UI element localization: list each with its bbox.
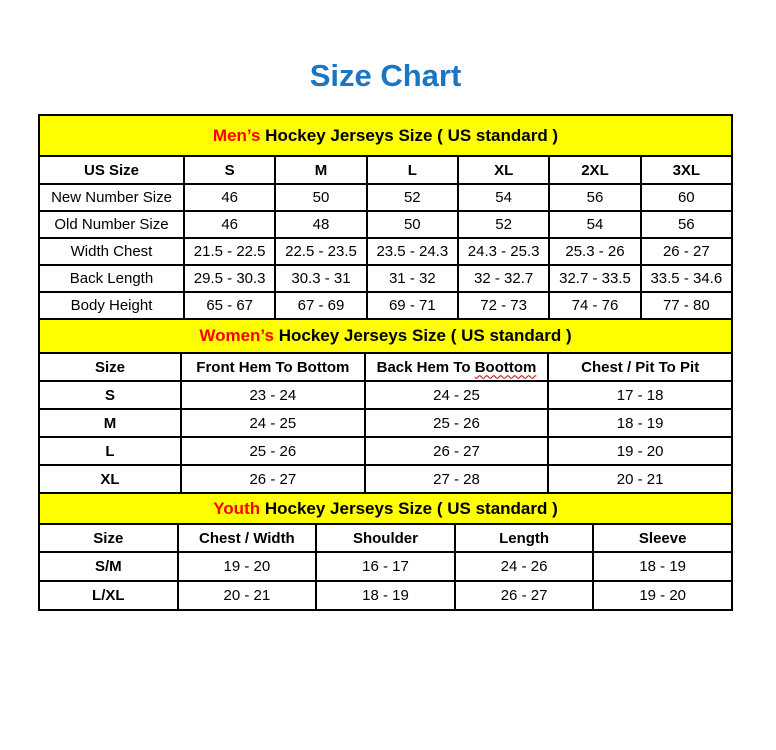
size-value-cell: 72 - 73 bbox=[458, 292, 549, 319]
column-header-row bbox=[39, 524, 732, 552]
row-label: Old Number Size bbox=[39, 211, 184, 238]
table-row bbox=[39, 552, 732, 581]
size-value-cell: 26 - 27 bbox=[181, 465, 365, 493]
womens-size-table bbox=[38, 318, 733, 494]
size-value-cell: 16 - 17 bbox=[316, 552, 455, 581]
size-value-cell: 18 - 19 bbox=[316, 581, 455, 610]
section-title-label: Hockey Jerseys Size ( US standard ) bbox=[273, 326, 572, 345]
column-header: L bbox=[367, 156, 458, 184]
size-value-cell: 54 bbox=[458, 184, 549, 211]
size-value-cell: 21.5 - 22.5 bbox=[184, 238, 275, 265]
table-row bbox=[39, 211, 732, 238]
size-value-cell: 19 - 20 bbox=[548, 437, 732, 465]
size-value-cell: 56 bbox=[549, 184, 640, 211]
column-header: 3XL bbox=[641, 156, 732, 184]
size-value-cell: 30.3 - 31 bbox=[275, 265, 366, 292]
size-value-cell: 23 - 24 bbox=[181, 381, 365, 409]
size-value-cell: 19 - 20 bbox=[593, 581, 732, 610]
size-value-cell: 20 - 21 bbox=[548, 465, 732, 493]
size-value-cell: 29.5 - 30.3 bbox=[184, 265, 275, 292]
size-value-cell: 32.7 - 33.5 bbox=[549, 265, 640, 292]
section-accent-label: Men’s bbox=[212, 125, 261, 145]
size-value-cell: 69 - 71 bbox=[367, 292, 458, 319]
column-header: S bbox=[184, 156, 275, 184]
column-header-row bbox=[39, 353, 732, 381]
row-label: L/XL bbox=[39, 581, 178, 610]
size-value-cell: 25.3 - 26 bbox=[549, 238, 640, 265]
section-accent-label: Women’s bbox=[199, 326, 274, 345]
size-value-cell: 26 - 27 bbox=[365, 437, 549, 465]
size-value-cell: 20 - 21 bbox=[178, 581, 317, 610]
table-row bbox=[39, 465, 732, 493]
size-value-cell: 56 bbox=[641, 211, 732, 238]
row-label: S bbox=[39, 381, 181, 409]
size-value-cell: 22.5 - 23.5 bbox=[275, 238, 366, 265]
table-body bbox=[39, 552, 732, 610]
size-value-cell: 46 bbox=[184, 211, 275, 238]
section-accent-label: Youth bbox=[213, 498, 261, 518]
column-header: US Size bbox=[39, 156, 184, 184]
row-label: S/M bbox=[39, 552, 178, 581]
section-header-row bbox=[39, 115, 732, 156]
row-label: XL bbox=[39, 465, 181, 493]
size-value-cell: 23.5 - 24.3 bbox=[367, 238, 458, 265]
column-header: XL bbox=[458, 156, 549, 184]
size-value-cell: 24 - 25 bbox=[181, 409, 365, 437]
row-label: Width Chest bbox=[39, 238, 184, 265]
table-row bbox=[39, 292, 732, 319]
table-row bbox=[39, 265, 732, 292]
table-body bbox=[39, 184, 732, 319]
column-header: 2XL bbox=[549, 156, 640, 184]
misspelled-word: Boottom bbox=[474, 358, 537, 376]
size-value-cell: 54 bbox=[549, 211, 640, 238]
section-title-label: Hockey Jerseys Size ( US standard ) bbox=[260, 125, 559, 145]
size-value-cell: 52 bbox=[458, 211, 549, 238]
table-row bbox=[39, 381, 732, 409]
size-value-cell: 24 - 26 bbox=[455, 552, 594, 581]
size-value-cell: 18 - 19 bbox=[548, 409, 732, 437]
section-header bbox=[39, 319, 732, 353]
size-value-cell: 74 - 76 bbox=[549, 292, 640, 319]
size-value-cell: 26 - 27 bbox=[455, 581, 594, 610]
column-header: Length bbox=[455, 524, 594, 552]
row-label: Body Height bbox=[39, 292, 184, 319]
column-header: Chest / Width bbox=[178, 524, 317, 552]
column-header: Chest / Pit To Pit bbox=[548, 353, 732, 381]
row-label: New Number Size bbox=[39, 184, 184, 211]
page-title: Size Chart bbox=[309, 58, 462, 93]
size-value-cell: 65 - 67 bbox=[184, 292, 275, 319]
section-header-row bbox=[39, 319, 732, 353]
table-row bbox=[39, 238, 732, 265]
column-header: Size bbox=[39, 353, 181, 381]
column-header: M bbox=[275, 156, 366, 184]
table-row bbox=[39, 184, 732, 211]
size-value-cell: 33.5 - 34.6 bbox=[641, 265, 732, 292]
size-value-cell: 17 - 18 bbox=[548, 381, 732, 409]
size-value-cell: 26 - 27 bbox=[641, 238, 732, 265]
size-chart-page bbox=[38, 58, 733, 611]
size-value-cell: 50 bbox=[367, 211, 458, 238]
column-header-row bbox=[39, 156, 732, 184]
size-value-cell: 31 - 32 bbox=[367, 265, 458, 292]
section-header-row bbox=[39, 493, 732, 524]
column-header: Front Hem To Bottom bbox=[181, 353, 365, 381]
size-value-cell: 18 - 19 bbox=[593, 552, 732, 581]
size-value-cell: 27 - 28 bbox=[365, 465, 549, 493]
row-label: M bbox=[39, 409, 181, 437]
size-value-cell: 60 bbox=[641, 184, 732, 211]
table-row bbox=[39, 581, 732, 610]
size-value-cell: 25 - 26 bbox=[365, 409, 549, 437]
size-value-cell: 50 bbox=[275, 184, 366, 211]
column-header: Size bbox=[39, 524, 178, 552]
mens-size-table bbox=[38, 114, 733, 320]
row-label: L bbox=[39, 437, 181, 465]
section-header bbox=[39, 115, 732, 156]
youth-size-table bbox=[38, 492, 733, 611]
row-label: Back Length bbox=[39, 265, 184, 292]
size-value-cell: 46 bbox=[184, 184, 275, 211]
column-header: Sleeve bbox=[593, 524, 732, 552]
size-value-cell: 24.3 - 25.3 bbox=[458, 238, 549, 265]
section-header bbox=[39, 493, 732, 524]
table-body bbox=[39, 381, 732, 493]
column-header: Shoulder bbox=[316, 524, 455, 552]
size-value-cell: 32 - 32.7 bbox=[458, 265, 549, 292]
size-value-cell: 24 - 25 bbox=[365, 381, 549, 409]
size-value-cell: 25 - 26 bbox=[181, 437, 365, 465]
column-header: Back Hem To Boottom bbox=[365, 353, 549, 381]
size-value-cell: 67 - 69 bbox=[275, 292, 366, 319]
section-title-label: Hockey Jerseys Size ( US standard ) bbox=[260, 498, 558, 518]
table-row bbox=[39, 437, 732, 465]
size-value-cell: 52 bbox=[367, 184, 458, 211]
table-row bbox=[39, 409, 732, 437]
size-value-cell: 77 - 80 bbox=[641, 292, 732, 319]
size-value-cell: 48 bbox=[275, 211, 366, 238]
size-tables-container bbox=[38, 114, 733, 611]
size-value-cell: 19 - 20 bbox=[178, 552, 317, 581]
